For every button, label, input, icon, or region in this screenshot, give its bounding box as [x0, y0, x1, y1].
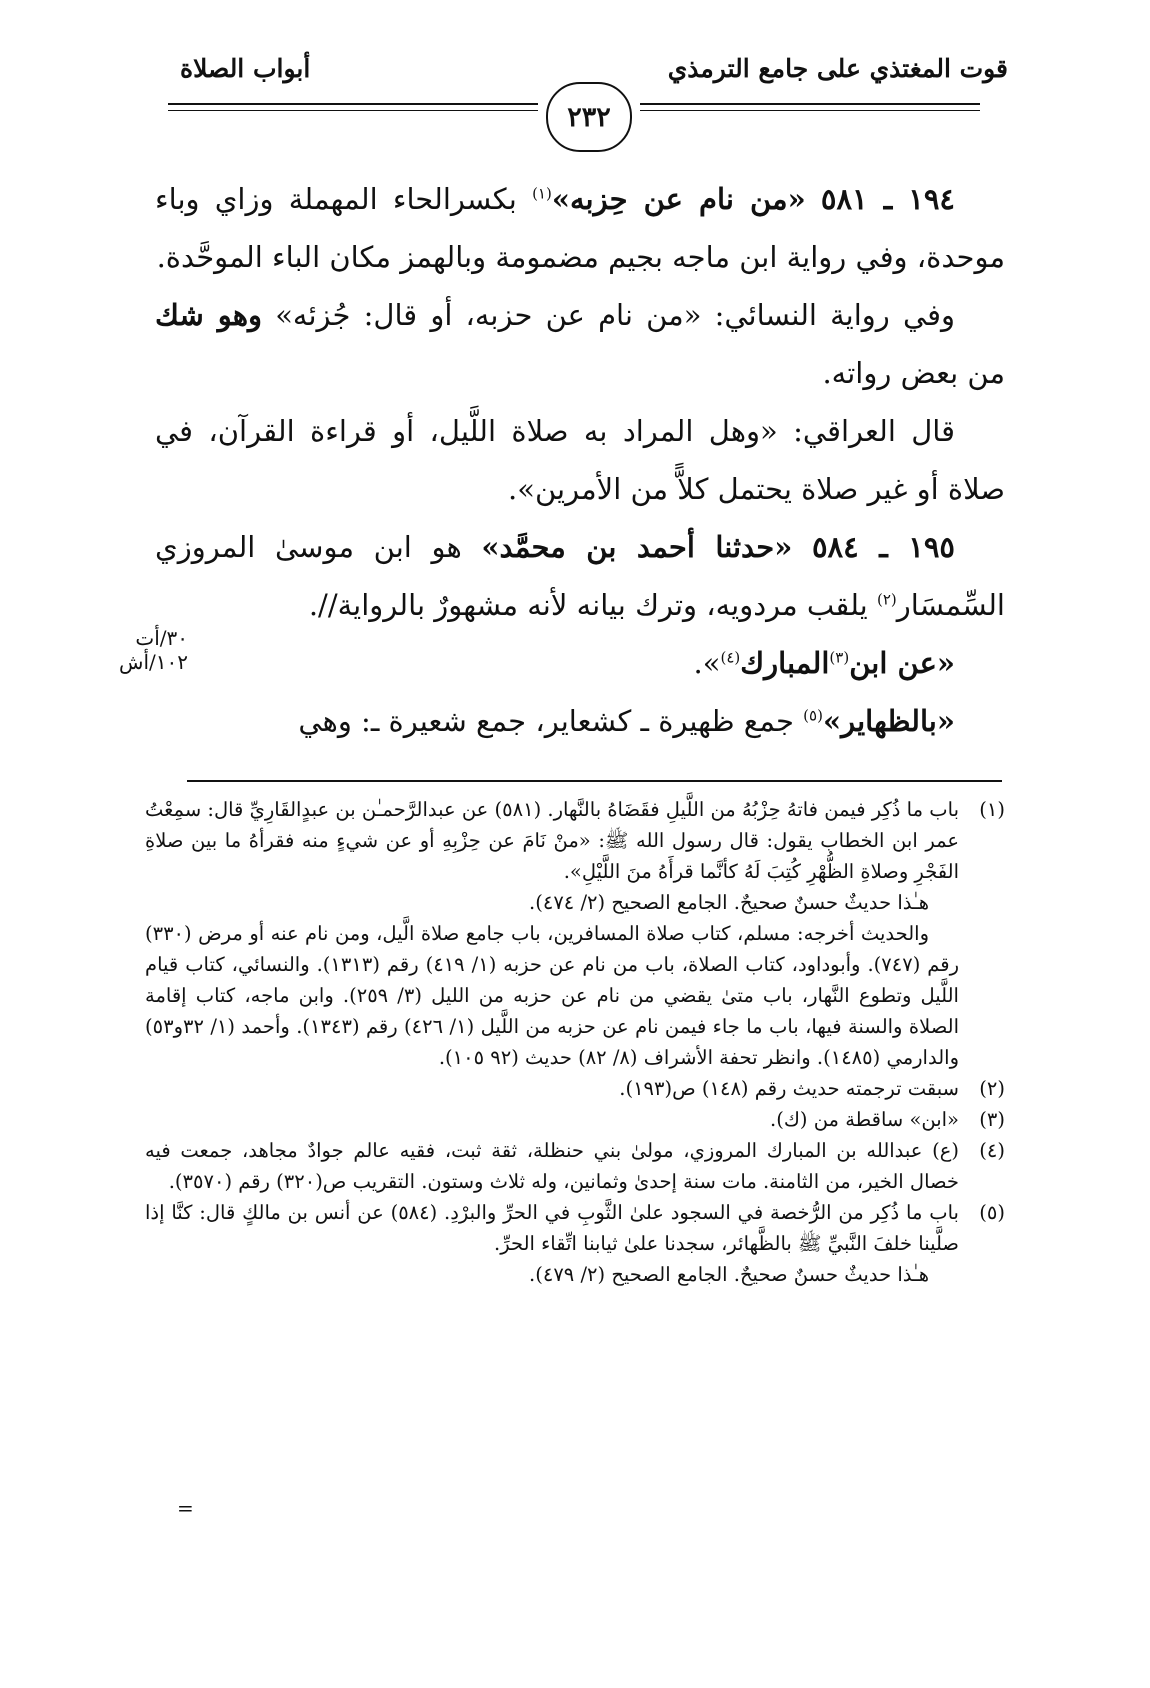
hadith-number: ١٩٤ ـ ٥٨١ [820, 182, 956, 216]
footnote-2 [145, 1073, 1005, 1104]
hadith-quote: «حدثنا أحمد بن محمَّد» [481, 530, 793, 564]
main-text [155, 170, 1005, 750]
footnote-text: سبقت ترجمته حديث رقم (١٤٨) ص(١٩٣). [619, 1077, 959, 1100]
footnote-number: (٢) [979, 1077, 1005, 1100]
paragraph-text: هو ابن موسىٰ المروزي السِّمسَار [155, 530, 1005, 622]
footnote-number: (٤) [979, 1139, 1005, 1162]
paragraph-zahair [155, 692, 1005, 750]
margin-note-line: ٣٠/أت [135, 626, 188, 650]
footnote-ref: (٣) [829, 648, 850, 667]
footnote-text: والحديث أخرجه: مسلم، كتاب صلاة المسافرين، باب جامع صلاة الَّيل، ومن نام عنه أو مرض (٣٣٠) رقم (٧٤٧). وأبوداود، كتاب الصلاة، باب من نام عن حزبه (١/ ٤١٩) رقم (١٣١٣). والنسائي، كتاب قيام اللَّيل وتطوع النَّهار، باب متىٰ يقضي من نام عن حزبه من الليل (٣/ ٢٥٩). وابن ماجه، كتاب إقامة الصلاة والسنة فيها، باب ما جاء فيمن نام عن حزبه من اللَّيل (١/ ٤٢٦) رقم (١٣٤٣). وأحمد (١/ ٣٢و٥٣) والدارمي (١٤٨٥). وانظر تحفة الأشراف (٨/ ٨٢) حديث (٩٢ ١٠٥). [145, 922, 959, 1069]
paragraph-584 [155, 518, 1005, 634]
margin-note-line: ١٠٢/أش [119, 650, 188, 674]
quote-text: المبارك [740, 646, 830, 680]
paragraph-text: جمع ظهيرة ـ كشعاير، جمع شعيرة ـ: وهي [298, 704, 804, 738]
paragraph-ibn-mubarak [155, 634, 1005, 692]
footnote-5 [145, 1197, 1005, 1290]
footnote-ref: (٤) [720, 648, 741, 667]
footnotes [145, 794, 1005, 1290]
quote-text: «بالظهاير» [822, 704, 955, 738]
paragraph-text: بكسرالحاء المهملة وزاي وباء موحدة، وفي رواية ابن ماجه بجيم مضمومة وبالهمز مكان الباء الموحَّدة. [155, 182, 1005, 274]
footnote-4 [145, 1135, 1005, 1197]
header-rule-right [640, 103, 980, 105]
footnote-number: (١) [979, 798, 1005, 821]
header-rule-left [168, 103, 538, 105]
hadith-quote: «من نام عن حِزبه» [551, 182, 806, 216]
footnote-ref: (٢) [876, 590, 897, 609]
footnote-number: (٣) [979, 1108, 1005, 1131]
paragraph-581 [155, 170, 1005, 286]
quote-text: ». [693, 646, 721, 680]
manuscript-margin-note [88, 626, 188, 674]
paragraph-text: يلقب مردويه، وترك بيانه لأنه مشهورٌ بالرواية//. [308, 588, 877, 622]
paragraph-text: وفي رواية النسائي: «من نام عن حزبه، أو قال: جُزئه» [262, 298, 955, 332]
book-title: قوت المغتذي على جامع الترمذي [667, 54, 1008, 83]
footnote-text: باب ما ذُكِر من الرُّخصة في السجود علىٰ الثَّوبِ في الحرِّ والبرْدِ. (٥٨٤) عن أنس بن مالكٍ قال: كنَّا إذا صلَّينا خلفَ النَّبيِّ ﷺ بالظَّهائر، سجدنا علىٰ ثيابنا اتِّقاء الحرِّ. [145, 1201, 959, 1255]
footnote-text: هـٰذا حديثٌ حسنٌ صحيحٌ. الجامع الصحيح (٢/ ٤٧٩). [529, 1263, 929, 1286]
footnote-text: (ع) عبدالله بن المبارك المروزي، مولىٰ بني حنظلة، ثقة ثبت، فقيه عالم جوادٌ مجاهد، جمعت فيه خصال الخير، من الثامنة. مات سنة إحدىٰ وثمانين، وله ثلاث وستون. التقريب ص(٣٢٠) رقم (٣٥٧٠). [145, 1139, 959, 1193]
footnote-ref: (٥) [803, 706, 823, 725]
footnote-text: «ابن» ساقطة من (ك). [770, 1108, 959, 1131]
footnote-separator [187, 780, 1002, 782]
paragraph-nasai [155, 286, 1005, 402]
header-rule-left-thin [168, 110, 538, 111]
continuation-mark: = [177, 1496, 194, 1520]
quote-text: «عن ابن [849, 646, 955, 680]
page-number: ٢٣٢ [546, 82, 632, 152]
emphasis-text: وهو شك [155, 298, 263, 332]
footnote-text: هـٰذا حديثٌ حسنٌ صحيحٌ. الجامع الصحيح (٢/ ٤٧٤). [529, 891, 929, 914]
hadith-number: ١٩٥ ـ ٥٨٤ [811, 530, 955, 564]
footnote-number: (٥) [979, 1201, 1005, 1224]
paragraph-text: من بعض رواته. [822, 356, 1005, 390]
paragraph-iraqi: قال العراقي: «وهل المراد به صلاة اللَّيل، أو قراءة القرآن، في صلاة أو غير صلاة يحتمل كلاًّ من الأمرين». [155, 414, 1005, 506]
footnote-3 [145, 1104, 1005, 1135]
footnote-1 [145, 794, 1005, 1073]
chapter-title: أبواب الصلاة [180, 54, 311, 83]
header-rule-right-thin [640, 110, 980, 111]
footnote-text: باب ما ذُكِر فيمن فاتهُ حِزْبُهُ من اللَّيلِ فقَضَاهُ بالنَّهار. (٥٨١) عن عبدالرَّحمـٰن بن عبدٍالقَارِيِّ قال: سمِعْتُ عمر ابن الخطاب يقول: قال رسول الله ﷺ: «منْ نَامَ عن حِزْبِهِ أو عن شيءٍ منه فقرأهُ ما بين صلاةِ الفَجْرِ وصلاةِ الظُّهْرِ كُتِبَ لَهُ كأنَّما قرأَهُ منَ اللَّيْلِ». [145, 798, 960, 883]
footnote-ref: (١) [532, 184, 552, 203]
